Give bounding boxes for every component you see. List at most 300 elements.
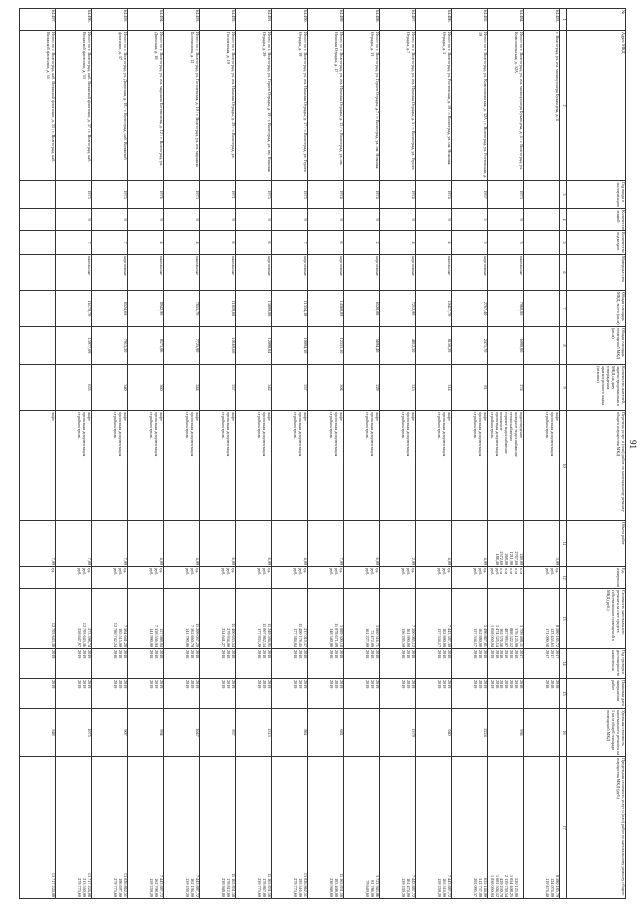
work-cost: 5 709 408,11 [519, 625, 524, 647]
limit-cost: 238 948,80 [221, 878, 227, 897]
work-unit-list [272, 567, 308, 589]
work-cost: 12 703 643,36 [82, 622, 88, 647]
limit-cost-list [128, 757, 164, 899]
work-cost: 279 934,00 [226, 628, 232, 647]
floor-count: 9 [380, 209, 416, 231]
work-volume [489, 521, 494, 566]
column-header: Адрес МКД [567, 31, 626, 181]
completion-year: 2019 [375, 680, 380, 689]
column-number: 2 [560, 31, 567, 181]
work-item-list [164, 411, 200, 521]
completion-year: 2018 [499, 680, 505, 689]
wall-material: кирпичные [92, 255, 128, 291]
limit-cost: 159 259,20 [401, 878, 407, 897]
work-cost: 141 790,00 [185, 628, 191, 647]
row-number: 64.489. [308, 9, 344, 31]
work-item: горячее водоснабжение [504, 412, 510, 454]
work-unit: руб. [185, 568, 191, 576]
work-unit: ед. [195, 568, 200, 573]
row-number: 64.497. [20, 9, 56, 31]
commissioning-year: 1971 [200, 181, 236, 209]
completion-year: 2018 [550, 680, 556, 689]
work-cost: 162 880,00 [478, 628, 484, 647]
table-header-row [567, 9, 626, 899]
check-year: 2018 [303, 650, 308, 659]
check-year: 2018 [406, 650, 412, 659]
work-volume: 6,00 [375, 557, 380, 565]
work-cost: 237 019,57 [303, 628, 308, 647]
work-cost: 177 384,84 [293, 628, 299, 647]
premises-area: 6090,80 [488, 327, 524, 365]
check-year-list [488, 649, 524, 679]
limit-cost-list [308, 757, 344, 899]
work-cost: 171 090,58 [545, 628, 551, 647]
work-cost-list [164, 589, 200, 649]
work-volume: 7,00 [87, 557, 92, 565]
premises-area [524, 327, 560, 365]
completion-year: 2019 [406, 680, 412, 689]
limit-cost: 11 165 831,58 [231, 873, 236, 897]
work-volume [544, 521, 549, 566]
completion-year: 2019 [489, 680, 495, 689]
limit-cost: 655 144,00 [483, 878, 488, 897]
work-item: проектная документация [494, 412, 500, 457]
entrance-count: 6 [308, 231, 344, 255]
entrance-count: 7 [92, 231, 128, 255]
work-unit-list [488, 567, 524, 589]
limit-cost: 13 026 862,51 [303, 872, 308, 897]
check-year: 2018 [185, 650, 191, 659]
entrance-count: 7 [56, 231, 92, 255]
floor-count: 9 [416, 209, 452, 231]
resident-count: 81 [452, 365, 488, 411]
limit-cost-list [344, 757, 380, 899]
check-year-list [452, 649, 488, 679]
column-number: 17 [560, 757, 567, 899]
column-header: Год проверки достоверности начисления [567, 649, 626, 679]
column-number: 6 [560, 255, 567, 291]
premises-area [20, 327, 56, 365]
row-number: 64.492. [200, 9, 236, 31]
building-address: Итого по г. Волгоград, ул. им. Николая Отрады, д. 17 / г. Волгоград, ул. Героев Отрады, д. 19 [272, 31, 308, 181]
work-volume-list [92, 521, 128, 567]
floor-count: 9 [92, 209, 128, 231]
check-year: 2017 [555, 650, 560, 659]
work-cost: 7 564 641,28 [123, 625, 128, 647]
work-item: проектная документация [118, 412, 124, 457]
completion-year: 2019 [231, 680, 236, 689]
work-volume [364, 521, 369, 566]
wall-material [20, 255, 56, 291]
work-item: стройконтроль [489, 412, 495, 439]
work-unit: руб. [334, 568, 340, 576]
work-unit: ед. [231, 568, 236, 573]
work-unit: п.м [509, 568, 515, 574]
work-unit: ед. [555, 568, 560, 573]
row-number: 64.494. [128, 9, 164, 31]
commissioning-year [20, 181, 56, 209]
wall-material: кирпичные [344, 255, 380, 291]
check-year: 2018 [149, 650, 155, 659]
completion-year-list [344, 679, 380, 709]
work-volume: 4,00 [303, 557, 308, 565]
completion-year: 2019 [221, 680, 227, 689]
work-cost-list [56, 589, 92, 649]
limit-cost: 159 259,20 [185, 878, 191, 897]
specific-cost: 1579 [380, 709, 416, 757]
completion-year-list [128, 679, 164, 709]
commissioning-year: 1957 [452, 181, 488, 209]
check-year-list [128, 649, 164, 679]
floor-count: 9 [488, 209, 524, 231]
work-unit-list [524, 567, 560, 589]
row-number: 64.488. [344, 9, 380, 31]
work-cost-list [308, 589, 344, 649]
work-unit: руб. [262, 568, 268, 576]
limit-cost: 178 867,00 [262, 878, 268, 897]
commissioning-year: 1976 [128, 181, 164, 209]
column-number: 7 [560, 291, 567, 327]
specific-cost [524, 709, 560, 757]
resident-count: 229 [344, 365, 380, 411]
table-body [20, 9, 560, 899]
work-unit: руб. [257, 568, 263, 576]
work-item: проектная документация [154, 412, 160, 457]
work-item: лифт [483, 412, 488, 421]
work-unit: руб. [221, 568, 227, 576]
wall-material: панельные [164, 255, 200, 291]
building-address: г. Волгоград, ул. им. милиционера Буханцева, д. 4 [524, 31, 560, 181]
completion-year-list [56, 679, 92, 709]
floor-count: 9 [272, 209, 308, 231]
work-item: проектная документация [262, 412, 268, 457]
work-item: стройконтроль [149, 412, 155, 439]
work-item: холодное водоснабжение [514, 412, 520, 457]
work-item: стройконтроль [77, 412, 83, 439]
work-item: водоотведение [519, 412, 524, 439]
check-year: 2018 [370, 650, 376, 659]
work-volume [148, 521, 153, 566]
column-number: 12 [560, 567, 567, 589]
work-unit: руб. [329, 568, 335, 576]
limit-cost: 7 443 887,72 [195, 875, 200, 897]
work-unit: п.м [504, 568, 510, 574]
limit-cost: 1 058 050,04 [489, 875, 495, 897]
work-cost-list [524, 589, 560, 649]
work-item: лифт [195, 412, 200, 421]
row-number: 64.487. [380, 9, 416, 31]
work-item-list [236, 411, 272, 521]
wall-material: кирпичные [236, 255, 272, 291]
limit-cost: 124 074,00 [550, 878, 556, 897]
completion-year: 2019 [365, 680, 371, 689]
limit-cost-list [272, 757, 308, 899]
work-volume-list [128, 521, 164, 567]
work-item: стройконтроль [329, 412, 335, 439]
work-volume-list [416, 521, 452, 567]
work-volume: 4,00 [447, 557, 452, 565]
specific-cost: 948 [20, 709, 56, 757]
work-unit: руб. [437, 568, 443, 576]
column-number: 9 [560, 365, 567, 411]
work-volume: 7,00 [339, 557, 344, 565]
work-unit: руб. [226, 568, 232, 576]
limit-cost: 195 516,00 [298, 878, 304, 897]
column-header: Год ввода в эксплуатацию [567, 181, 626, 209]
total-area: 7968,80 [488, 291, 524, 327]
building-address: Итого по г. Волгоград, ул. им. Николая Отрады, д. 29 / г. Волгоград, ул. Гоголевская, д. 10 [200, 31, 236, 181]
work-unit: п.м [519, 568, 524, 574]
check-year: 2018 [262, 650, 268, 659]
work-unit: ед. [51, 568, 56, 573]
table-row [488, 9, 524, 899]
column-number: 8 [560, 327, 567, 365]
commissioning-year: 1973 [164, 181, 200, 209]
entrance-count: 2 [344, 231, 380, 255]
wall-material: панельные [128, 255, 164, 291]
work-item-list [200, 411, 236, 521]
work-item-list [308, 411, 344, 521]
work-volume-list [488, 521, 524, 567]
work-volume-list [452, 521, 488, 567]
capital-repair-table [19, 8, 626, 899]
wall-material: панельные [56, 255, 92, 291]
entrance-count: 4 [128, 231, 164, 255]
check-year: 2018 [113, 650, 119, 659]
building-address: Итого по г. Волгоград, наб. Волжской флотилии, д. 33 / г. Волгоград, наб. Волжской флотилии, д. 35 [20, 31, 56, 181]
table-row [524, 9, 560, 899]
completion-year: 2019 [339, 680, 344, 689]
work-unit: ед. [87, 568, 92, 573]
floor-count [524, 209, 560, 231]
work-cost: 3 660 316,71 [375, 625, 380, 647]
check-year: 2019 [51, 650, 56, 659]
table-row [236, 9, 272, 899]
building-address: Итого по г. Волгоград, ул. Героев Отрады, д.7 / г. Волгоград, ул. им. Николая Отрады, д. 13 [344, 31, 380, 181]
work-cost: 234 641,27 [221, 628, 227, 647]
work-cost-list [452, 589, 488, 649]
specific-cost: 936 [488, 709, 524, 757]
floor-count: 9 [56, 209, 92, 231]
column-header: Общая площадь помещений МКД (кв.м) [567, 327, 626, 365]
work-unit: ед. [375, 568, 380, 573]
column-number: 13 [560, 589, 567, 649]
work-cost: 12 703 643,36 [51, 622, 56, 647]
premises-area: 5694,40 [344, 327, 380, 365]
completion-year: 2019 [149, 680, 155, 689]
check-year: 2018 [226, 650, 232, 659]
work-item: лифт [447, 412, 452, 421]
column-header: Удельная стоимость капитального ремонта на 1 кв.м общей площади помещений МКД [567, 709, 626, 757]
limit-cost: 79 649,60 [365, 880, 371, 897]
check-year: 2018 [267, 650, 272, 659]
limit-cost-list [488, 757, 524, 899]
work-unit: руб. [77, 568, 83, 576]
commissioning-year: 1975 [236, 181, 272, 209]
work-item: проектная документация [226, 412, 232, 457]
work-cost: 11 249 594,95 [267, 623, 272, 647]
completion-year-list [452, 679, 488, 709]
total-area: 2767,40 [452, 291, 488, 327]
column-header: Перечень услуг и (или) работ по капитальному ремонту общего имущества МКД [567, 411, 626, 521]
check-year: 2018 [334, 650, 340, 659]
work-item: проектная документация [370, 412, 376, 457]
work-item-list [416, 411, 452, 521]
completion-year: 2019 [401, 680, 407, 689]
completion-year: 2019 [77, 680, 83, 689]
resident-count: 537 [272, 365, 308, 411]
work-cost: 7 443 387,30 [447, 625, 452, 647]
floor-count: 9 [200, 209, 236, 231]
work-cost: 376 125,00 [514, 628, 520, 647]
table-row [272, 9, 308, 899]
work-cost: 11 400 178,45 [298, 623, 304, 647]
work-item-list [272, 411, 308, 521]
limit-cost: 196 697,00 [118, 878, 124, 897]
specific-cost: 994 [128, 709, 164, 757]
limit-cost-list [200, 757, 236, 899]
entrance-count: 3 [452, 231, 488, 255]
work-unit: ед. [267, 568, 272, 573]
work-cost-list [380, 589, 416, 649]
limit-cost: 279 773,60 [77, 878, 83, 897]
work-cost: 1 474 325,14 [494, 625, 500, 647]
building-address: Итого по г. Волгоград, ул. им. милиционера Буханцева, д. 4 / г. Волгоград, ул. Комсомольская, д. 32А [488, 31, 524, 181]
entrance-count: 4 [416, 231, 452, 255]
work-cost: 487 993,07 [504, 628, 510, 647]
work-item: лифт [123, 412, 128, 421]
work-cost: 156 295,59 [401, 628, 407, 647]
entrance-count: 6 [200, 231, 236, 255]
work-item: лифт [159, 412, 164, 421]
work-unit: руб. [473, 568, 479, 576]
work-unit: ед. [159, 568, 164, 573]
limit-cost: 202 095,37 [473, 878, 479, 897]
limit-cost: 213 550,00 [82, 878, 88, 897]
entrance-count: 4 [164, 231, 200, 255]
work-cost-list [344, 589, 380, 649]
floor-count: 5 [452, 209, 488, 231]
limit-cost: 159 259,20 [437, 878, 443, 897]
check-year: 2018 [257, 650, 263, 659]
work-unit: руб. [442, 568, 448, 576]
resident-count: 315 [380, 365, 416, 411]
work-unit: руб. [489, 568, 495, 576]
row-number: 64.484. [488, 9, 524, 31]
column-header: Общая площадь МКД, всего (кв.м) [567, 291, 626, 327]
limit-cost: 11 165 831,58 [339, 873, 344, 897]
work-item: проектная документация [442, 412, 448, 457]
floor-count: 9 [164, 209, 200, 231]
total-area: 16170,70 [56, 291, 92, 327]
limit-cost: 3 721 943,86 [375, 875, 380, 897]
work-cost: 273 598,74 [87, 628, 92, 647]
work-item: стройконтроль [437, 412, 443, 439]
premises-area: 13977,09 [56, 327, 92, 365]
work-cost: 75 472,00 [370, 630, 376, 647]
premises-area: 8150,29 [416, 327, 452, 365]
work-item: стройконтроль [185, 412, 191, 439]
check-year: 2018 [401, 650, 407, 659]
column-header: Количество этажей [567, 209, 626, 231]
resident-count [20, 365, 56, 411]
completion-year: 2019 [118, 680, 124, 689]
completion-year-list [236, 679, 272, 709]
check-year: 2019 [82, 650, 88, 659]
limit-cost-list [452, 757, 488, 899]
resident-count: 314 [416, 365, 452, 411]
work-volume [256, 521, 261, 566]
column-header: Ед. измерения [567, 567, 626, 589]
work-unit: руб. [401, 568, 407, 576]
work-volume: 7,00 [51, 557, 56, 565]
limit-cost-list [92, 757, 128, 899]
specific-cost: 940 [416, 709, 452, 757]
limit-cost: 1 054 408,25 [509, 875, 515, 897]
building-address: Итого по г. Волгоград, ул. им. Николая Отрады, д. 5 / г. Волгоград, ул. Героев Отрады, д.7 [380, 31, 416, 181]
work-unit: руб. [365, 568, 371, 576]
work-item: проектная документация [406, 412, 412, 457]
column-header: Плановая дата завершения работ [567, 679, 626, 709]
work-cost-list [92, 589, 128, 649]
work-cost: 157 534,17 [473, 628, 479, 647]
work-item-list [56, 411, 92, 521]
work-unit: руб. [113, 568, 119, 576]
work-volume: 2372,60 [499, 551, 505, 565]
premises-area: 7725,90 [164, 327, 200, 365]
work-unit-list [200, 567, 236, 589]
work-cost: 11 400 653,54 [231, 623, 236, 647]
total-area: 6528,08 [344, 291, 380, 327]
work-cost: 8 580 185,72 [555, 625, 560, 647]
check-year: 2018 [494, 650, 500, 659]
work-item: проектная документация [190, 412, 196, 457]
limit-cost: 429 230,70 [499, 878, 505, 897]
limit-cost [518, 757, 523, 898]
completion-year: 2019 [411, 680, 416, 689]
specific-cost: 1313 [236, 709, 272, 757]
floor-count: 9 [128, 209, 164, 231]
work-unit: руб. [118, 568, 124, 576]
building-address: Итого по г. Волгоград, ул. Гоголевская, д. 10 / г. Волгоград, ул. им. маршала Богомолова, д. 12 [164, 31, 200, 181]
completion-year: 2019 [293, 680, 299, 689]
limit-cost: 1 681 504,52 [494, 875, 500, 897]
work-volume-list [20, 521, 56, 567]
building-address: Итого по г. Волгоград, ул. Ростовская, д. 19 / г. Волгоград, ул. им. Николая Отрады, д. 5 [416, 31, 452, 181]
work-volume: 4,00 [483, 557, 488, 565]
completion-year: 2018 [545, 680, 551, 689]
entrance-count [524, 231, 560, 255]
work-cost: 165 376,56 [499, 628, 505, 647]
completion-year: 2018 [504, 680, 510, 689]
row-number: 64.491. [236, 9, 272, 31]
check-year: 2018 [329, 650, 335, 659]
check-year: 2018 [499, 650, 505, 659]
column-header: Материал стен [567, 255, 626, 291]
limit-cost: 119 474,40 [545, 878, 551, 897]
work-volume: 1211,90 [509, 551, 515, 565]
wall-material: панельные [488, 255, 524, 291]
work-unit: ед. [339, 568, 344, 573]
check-year: 2018 [442, 650, 448, 659]
row-number: 64.493. [164, 9, 200, 31]
wall-material: кирпичные [272, 255, 308, 291]
row-number: 64.496. [56, 9, 92, 31]
row-number: 64.485. [452, 9, 488, 31]
resident-count: 244 [164, 365, 200, 411]
work-unit: ед. [123, 568, 128, 573]
completion-year: 2019 [185, 680, 191, 689]
